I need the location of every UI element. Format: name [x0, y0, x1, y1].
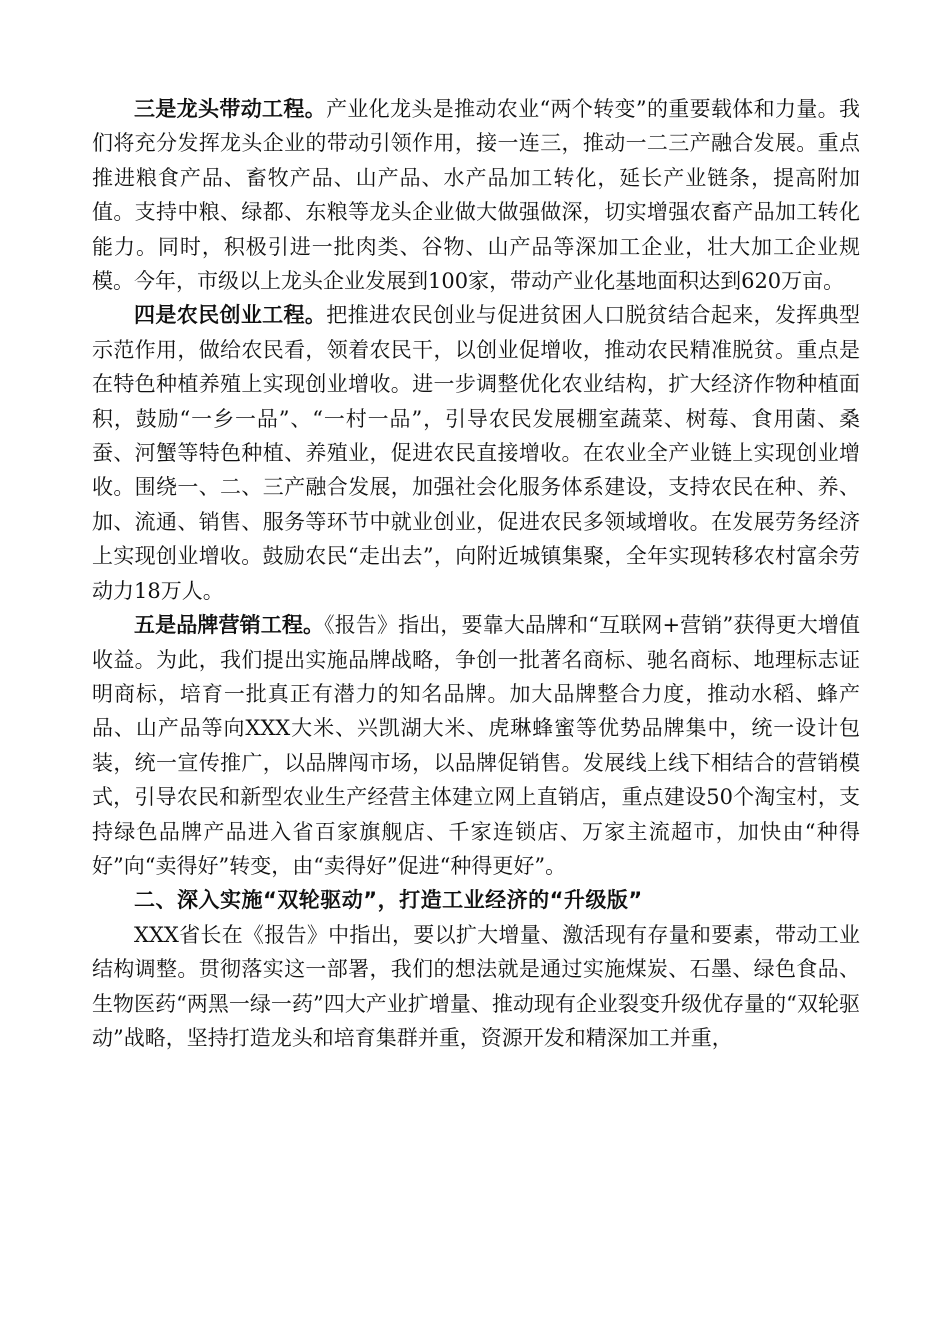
paragraph-body: 把推进农民创业与促进贫困人口脱贫结合起来，发挥典型示范作用，做给农民看，领着农民干，以创业促增收，推动农民精准脱贫。重点是在特色种植养殖上实现创业增收。进一步调整优化农业结构，扩大经济作物种植面积，鼓励“一乡一品”、“一村一品”，引导农民发展棚室蔬菜、树莓、食用菌、桑蚕、河蟹等特色种植、养殖业，促进农民直接增收。在农业全产业链上实现创业增收。围绕一、二、三产融合发展，加强社会化服务体系建设，支持农民在种、养、加、流通、销售、服务等环节中就业创业，促进农民多领域增收。在发展劳务经济上实现创业增收。鼓励农民“走出去”，向附近城镇集聚，全年实现转移农村富余劳动力18万人。: [92, 303, 861, 603]
paragraph-lead: 五是品牌营销工程。: [134, 613, 325, 638]
paragraph-industrial-economy: XXX省长在《报告》中指出，要以扩大增量、激活现有存量和要素，带动工业结构调整。贯彻落实这一部署，我们的想法就是通过实施煤炭、石墨、绿色食品、生物医药“两黑一绿一药”四大产业扩增量、推动现有企业裂变升级优存量的“双轮驱动”战略，坚持打造龙头和培育集群并重，资源开发和精深加工并重，: [92, 922, 860, 1050]
paragraph-lead: 四是农民创业工程。: [134, 303, 327, 328]
document-page: [92, 92, 860, 1055]
paragraph-body: 产业化龙头是推动农业“两个转变”的重要载体和力量。我们将充分发挥龙头企业的带动引领作用，接一连三，推动一二三产融合发展。重点推进粮食产品、畜牧产品、山产品、水产品加工转化，延长产业链条，提高附加值。支持中粮、绿都、东粮等龙头企业做大做强做深，切实增强农畜产品加工转化能力。同时，积极引进一批肉类、谷物、山产品等深加工企业，壮大加工企业规模。今年，市级以上龙头企业发展到100家，带动产业化基地面积达到620万亩。: [92, 97, 860, 294]
paragraph-farmer-entrepreneurship: [92, 298, 860, 608]
paragraph-brand-marketing: [92, 608, 860, 883]
section-heading: 二、深入实施“双轮驱动”，打造工业经济的“升级版”: [134, 888, 643, 913]
paragraph-leading-enterprises: [92, 92, 860, 298]
paragraph-lead: 三是龙头带动工程。: [134, 97, 327, 121]
paragraph-body: 《报告》指出，要靠大品牌和“互联网+营销”获得更大增值收益。为此，我们提出实施品牌战略，争创一批著名商标、驰名商标、地理标志证明商标，培育一批真正有潜力的知名品牌。加大品牌整合力度，推动水稻、蜂产品、山产品等向XXX大米、兴凯湖大米、虎琳蜂蜜等优势品牌集中，统一设计包装，统一宣传推广，以品牌闯市场，以品牌促销售。发展线上线下相结合的营销模式，引导农民和新型农业生产经营主体建立网上直销店，重点建设50个淘宝村，支持绿色品牌产品进入省百家旗舰店、千家连锁店、万家主流超市，加快由“种得好”向“卖得好”转变，由“卖得好”促进“种得更好”。: [92, 613, 860, 878]
